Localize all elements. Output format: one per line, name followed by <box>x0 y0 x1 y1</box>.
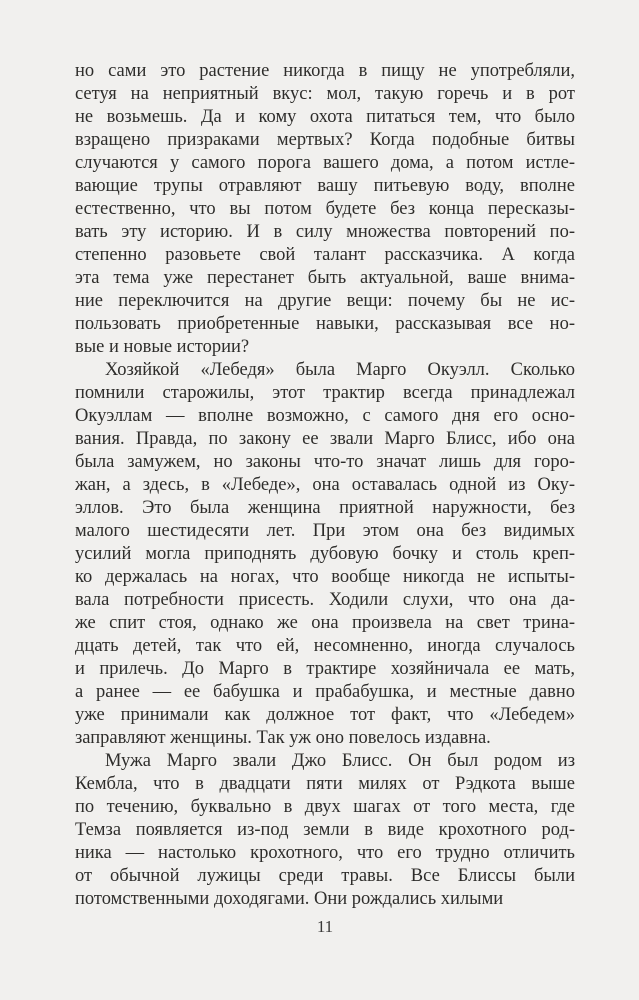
text-line: Темза появляется из-под земли в виде крохотного род- <box>75 820 575 840</box>
text-line: эта тема уже перестанет быть актуальной, ваше внима- <box>75 268 575 288</box>
text-line: случаются у самого порога вашего дома, а потом истле- <box>75 153 575 173</box>
text-line: дцать детей, так что ей, несомненно, иногда случалось <box>75 636 575 656</box>
text-line: вающие трупы отравляют вашу питьевую воду, вполне <box>75 176 575 196</box>
text-line: естественно, что вы потом будете без конца пересказы- <box>75 199 575 219</box>
text-line: по течению, буквально в двух шагах от того места, где <box>75 797 575 817</box>
text-line: была замужем, но законы что-то значат лишь для горо- <box>75 452 575 472</box>
text-line: Хозяйкой «Лебедя» была Марго Окуэлл. Сколько <box>105 360 575 380</box>
text-line: от обычной лужицы среди травы. Все Блиссы были <box>75 866 575 886</box>
text-line: ника — настолько крохотного, что его трудно отличить <box>75 843 575 863</box>
paragraph <box>75 359 575 750</box>
text-line: взращено призраками мертвых? Когда подобные битвы <box>75 130 575 150</box>
text-line: степенно разовьете свой талант рассказчика. А когда <box>75 245 575 265</box>
text-line: малого шестидесяти лет. При этом она без видимых <box>75 521 575 541</box>
paragraph <box>75 60 575 359</box>
text-line: помнили старожилы, этот трактир всегда принадлежал <box>75 383 575 403</box>
text-line: сетуя на неприятный вкус: мол, такую горечь и в рот <box>75 84 575 104</box>
text-line: Мужа Марго звали Джо Блисс. Он был родом из <box>105 751 575 771</box>
text-line: вала потребности присесть. Ходили слухи, что она да- <box>75 590 575 610</box>
text-line: и прилечь. До Марго в трактире хозяйничала ее мать, <box>75 659 575 679</box>
text-line: вать эту историю. И в силу множества повторений по- <box>75 222 575 242</box>
text-line: Окуэллам — вполне возможно, с самого дня его осно- <box>75 406 575 426</box>
text-line: уже принимали как должное тот факт, что «Лебедем» <box>75 705 575 725</box>
text-line: Кембла, что в двадцати пяти милях от Рэдкота выше <box>75 774 575 794</box>
text-line: а ранее — ее бабушка и прабабушка, и местные давно <box>75 682 575 702</box>
text-line: ко держалась на ногах, что вообще никогда не испыты- <box>75 567 575 587</box>
text-line: пользовать приобретенные навыки, рассказывая все но- <box>75 314 575 334</box>
text-line: жан, а здесь, в «Лебеде», она оставалась одной из Оку- <box>75 475 575 495</box>
text-line: усилий могла приподнять дубовую бочку и столь креп- <box>75 544 575 564</box>
text-line: вания. Правда, по закону ее звали Марго Блисс, ибо она <box>75 429 575 449</box>
text-line: же спит стоя, однако же она произвела на свет трина- <box>75 613 575 633</box>
page-number: 11 <box>316 917 334 936</box>
text-line: ние переключится на другие вещи: почему бы не ис- <box>75 291 575 311</box>
text-line: заправляют женщины. Так уж оно повелось издавна. <box>75 728 491 748</box>
paragraph <box>75 750 575 911</box>
body-text <box>75 60 575 911</box>
text-line: вые и новые истории? <box>75 337 250 357</box>
text-line: эллов. Это была женщина приятной наружности, без <box>75 498 575 518</box>
text-line: потомственными доходягами. Они рождались хилыми <box>75 889 504 909</box>
text-line: не возьмешь. Да и кому охота питаться тем, что было <box>75 107 575 127</box>
text-line: но сами это растение никогда в пищу не употребляли, <box>75 61 575 81</box>
